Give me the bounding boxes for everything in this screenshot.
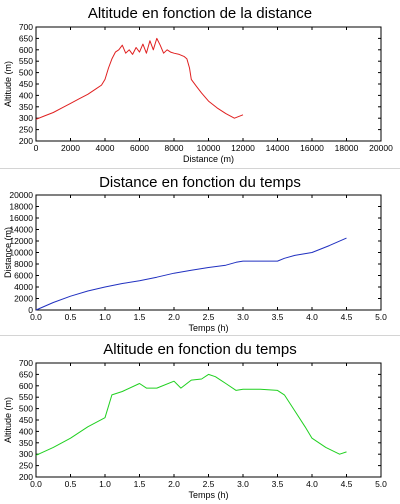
y-tick-label: 14000 — [9, 224, 33, 235]
x-tick-label: 18000 — [334, 143, 359, 153]
y-tick-label: 350 — [18, 437, 33, 448]
x-axis-label: Temps (h) — [188, 323, 229, 333]
x-tick-label: 6000 — [130, 143, 149, 153]
x-axis-label: Temps (h) — [188, 490, 229, 500]
y-tick-label: 16000 — [9, 213, 33, 223]
y-tick-label: 700 — [18, 358, 33, 368]
x-tick-label: 1.0 — [99, 312, 111, 322]
x-tick-label: 20000 — [369, 143, 393, 153]
y-tick-label: 450 — [18, 79, 33, 89]
y-tick-label: 200 — [18, 136, 33, 146]
x-tick-label: 1.5 — [133, 312, 146, 322]
y-tick-label: 300 — [18, 449, 33, 460]
y-tick-label: 700 — [18, 22, 33, 32]
x-tick-label: 2.5 — [202, 312, 215, 322]
x-tick-label: 14000 — [265, 143, 290, 153]
x-tick-label: 0 — [33, 143, 39, 153]
chart-altitude-time-panel — [0, 336, 400, 504]
x-tick-label: 4000 — [95, 143, 115, 153]
x-tick-label: 3.5 — [271, 479, 284, 489]
y-tick-label: 550 — [18, 392, 33, 403]
x-tick-label: 5.0 — [375, 479, 387, 489]
x-tick-label: 12000 — [231, 143, 255, 153]
x-tick-label: 8000 — [164, 143, 184, 153]
x-tick-label: 0.5 — [64, 479, 77, 489]
x-tick-label: 0.5 — [64, 312, 77, 322]
x-tick-label: 3.5 — [271, 312, 284, 322]
x-tick-label: 2.0 — [168, 479, 180, 489]
x-tick-label: 3.0 — [237, 312, 249, 322]
y-tick-label: 600 — [18, 44, 33, 55]
y-tick-label: 300 — [18, 113, 33, 124]
plot-frame — [36, 195, 381, 310]
y-tick-label: 450 — [18, 415, 33, 425]
y-tick-label: 18000 — [9, 201, 33, 212]
y-tick-label: 550 — [18, 56, 33, 67]
x-tick-label: 4.5 — [340, 479, 353, 489]
chart-altitude-distance-panel — [0, 0, 400, 168]
x-tick-label: 3.0 — [237, 479, 249, 489]
x-tick-label: 4.5 — [340, 312, 353, 322]
x-tick-label: 1.0 — [99, 479, 111, 489]
x-tick-label: 2.5 — [202, 479, 215, 489]
plot-frame — [36, 363, 381, 477]
chart-title: Altitude en fonction du temps — [103, 341, 297, 358]
y-tick-label: 8000 — [14, 259, 33, 269]
y-tick-label: 4000 — [14, 282, 33, 292]
y-tick-label: 20000 — [9, 190, 33, 200]
x-tick-label: 5.0 — [375, 312, 387, 322]
x-tick-label: 10000 — [196, 143, 221, 153]
y-tick-label: 650 — [18, 369, 33, 380]
x-tick-label: 4.0 — [306, 312, 318, 322]
y-tick-label: 500 — [18, 403, 33, 414]
y-tick-label: 2000 — [14, 293, 33, 304]
y-tick-label: 12000 — [9, 236, 33, 246]
chart-altitude-distance — [0, 0, 400, 168]
y-tick-label: 6000 — [14, 270, 33, 281]
y-tick-label: 500 — [18, 67, 33, 78]
y-axis-label: Altitude (m) — [3, 60, 13, 108]
y-tick-label: 200 — [18, 472, 33, 482]
y-tick-label: 400 — [18, 426, 33, 437]
y-tick-label: 600 — [18, 380, 33, 391]
plot-frame — [36, 27, 381, 141]
x-tick-label: 16000 — [300, 143, 324, 153]
chart-altitude-time — [0, 336, 400, 504]
y-tick-label: 250 — [18, 124, 33, 135]
x-axis-label: Distance (m) — [182, 154, 235, 164]
y-axis-label: Distance (m) — [3, 226, 13, 279]
x-tick-label: 2000 — [61, 143, 80, 153]
chart-title: Altitude en fonction de la distance — [87, 5, 313, 22]
chart-distance-time-panel — [0, 169, 400, 335]
y-tick-label: 400 — [18, 90, 33, 101]
chart-title: Distance en fonction du temps — [99, 174, 301, 191]
y-tick-label: 650 — [18, 33, 33, 44]
x-tick-label: 0.0 — [30, 312, 42, 322]
x-tick-label: 1.5 — [133, 479, 146, 489]
y-tick-label: 350 — [18, 101, 33, 112]
chart-distance-time — [0, 169, 400, 335]
x-tick-label: 0.0 — [30, 479, 42, 489]
y-tick-label: 0 — [28, 305, 33, 315]
y-axis-label: Altitude (m) — [3, 396, 13, 444]
x-tick-label: 2.0 — [168, 312, 180, 322]
y-tick-label: 10000 — [9, 247, 33, 258]
y-tick-label: 250 — [18, 460, 33, 471]
x-tick-label: 4.0 — [306, 479, 318, 489]
